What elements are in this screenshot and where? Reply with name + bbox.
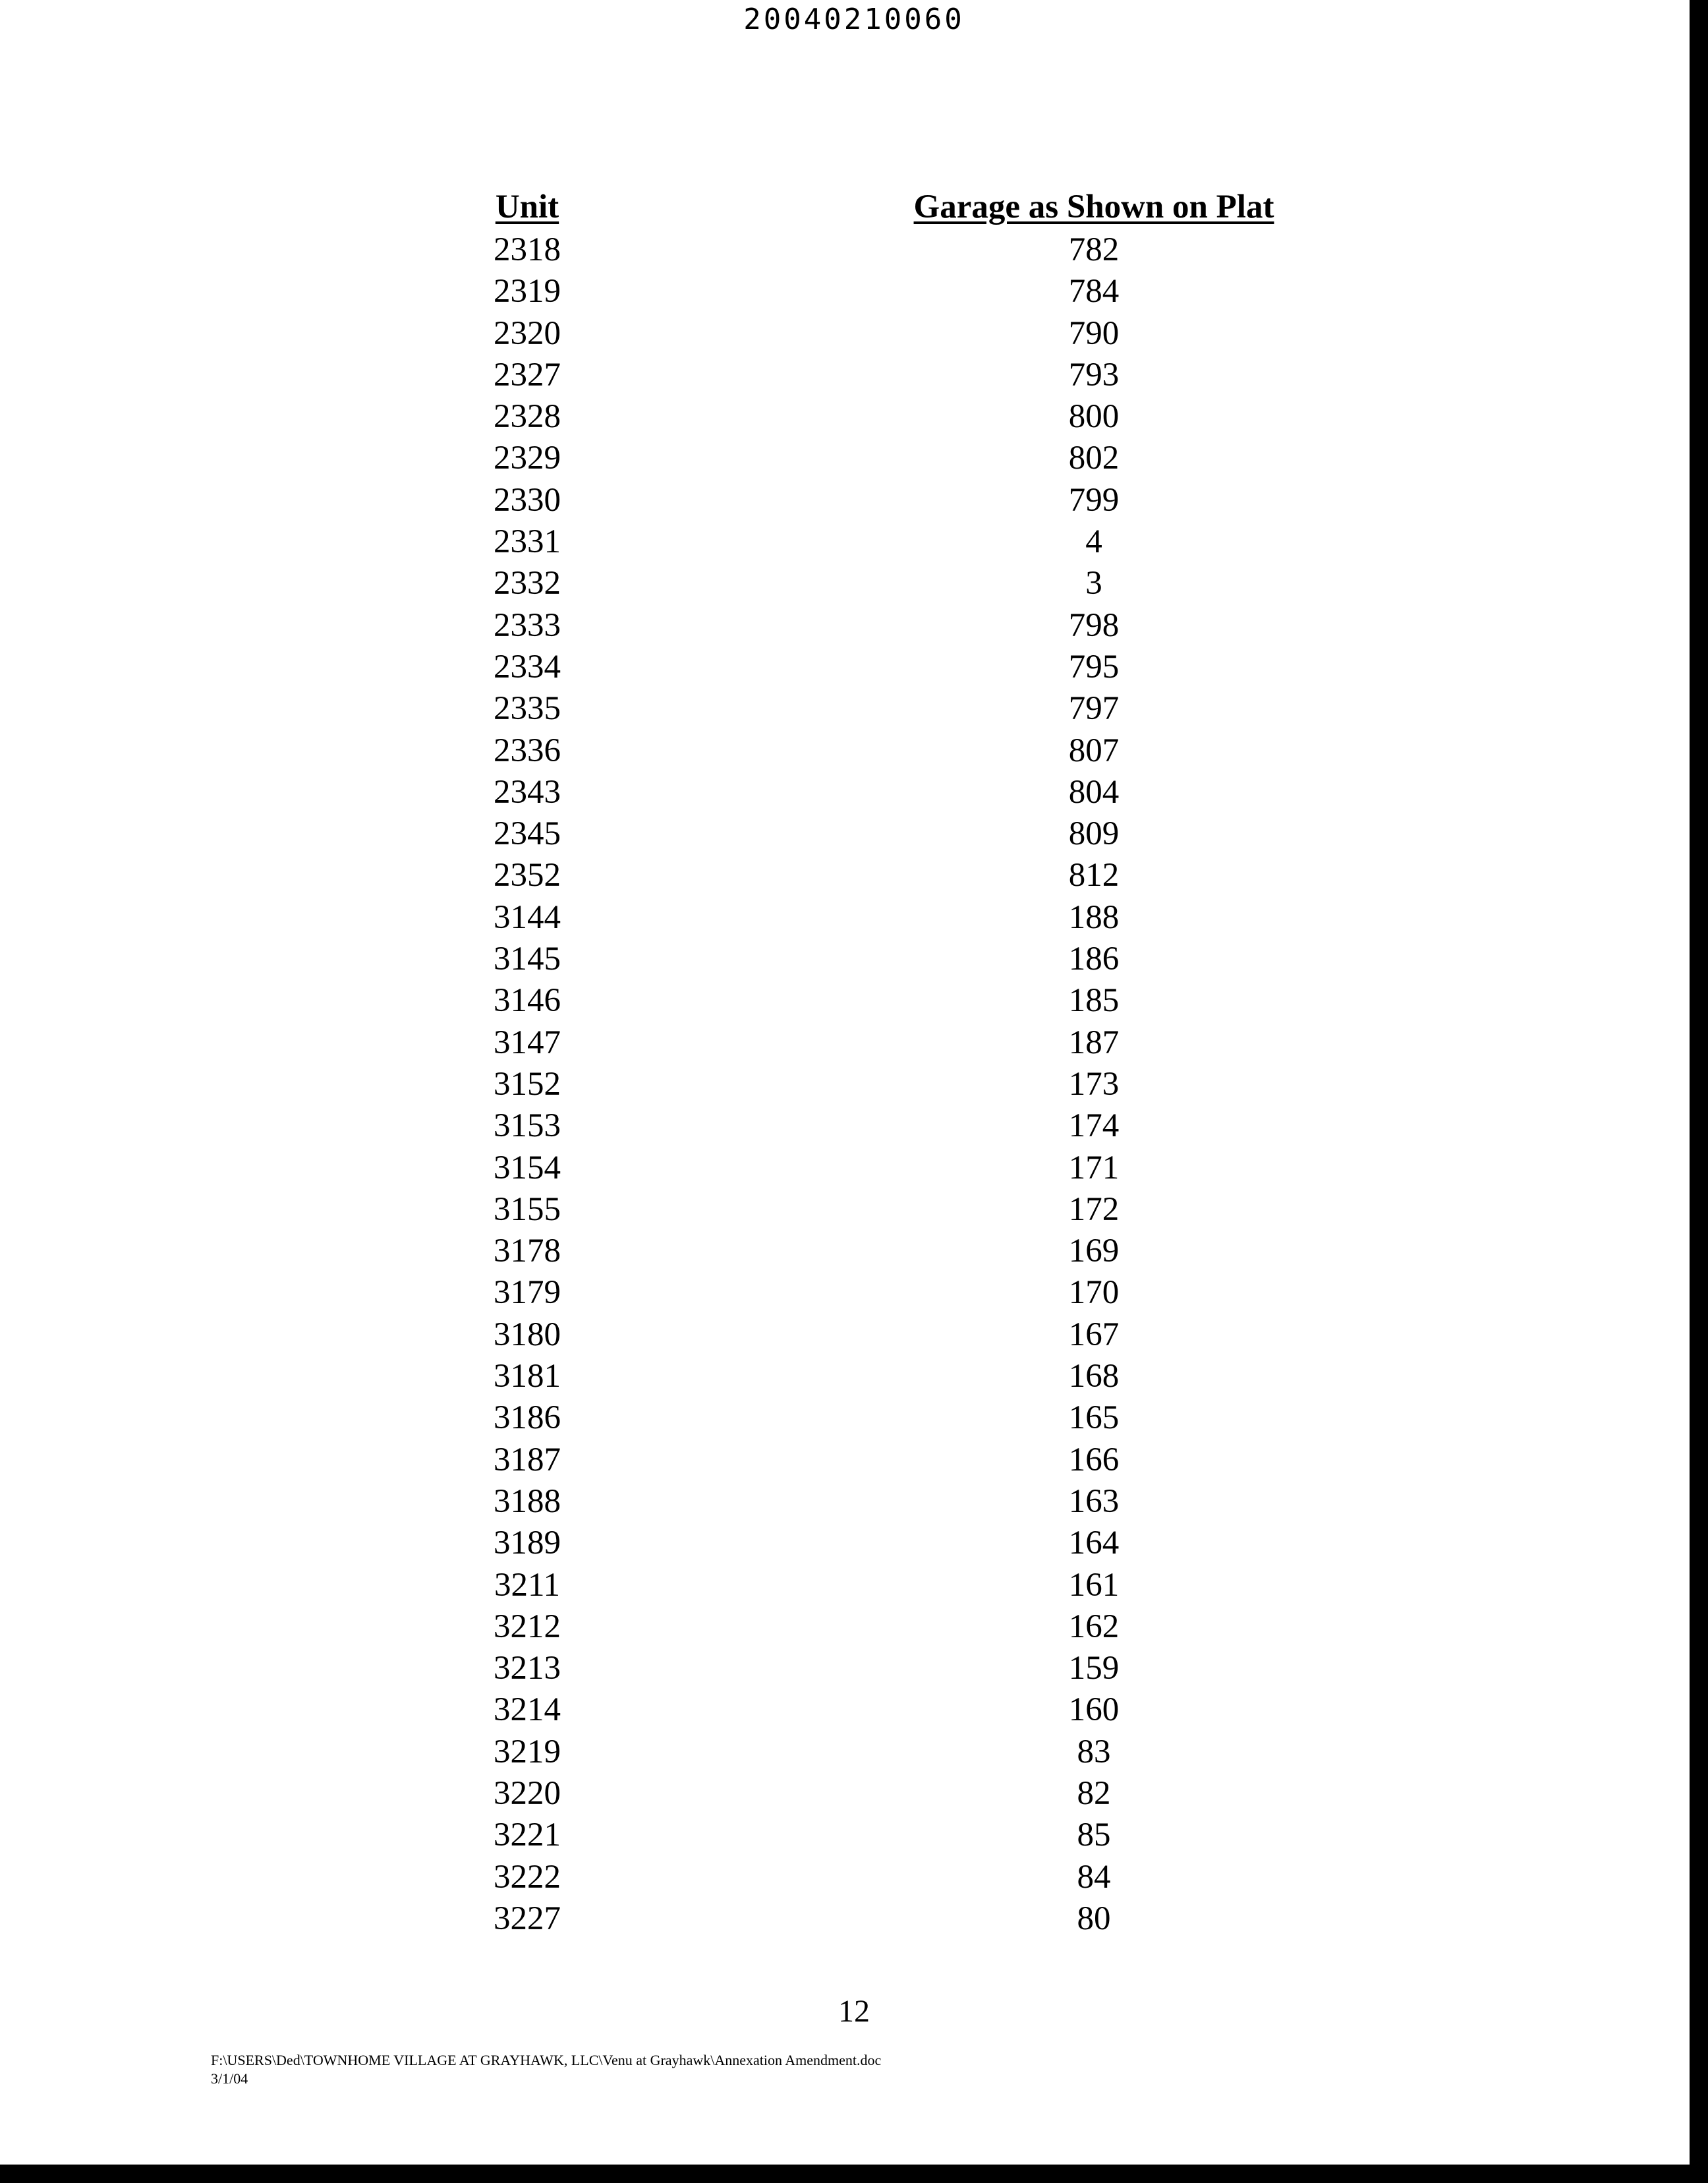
table-row: [461, 1022, 1318, 1064]
table-row: [461, 1732, 1318, 1773]
table-row: [461, 1648, 1318, 1689]
unit-cell: 3146: [494, 982, 561, 1020]
table-row: [461, 1064, 1318, 1105]
table-row: [461, 939, 1318, 980]
garage-cell: 795: [1068, 648, 1120, 685]
garage-cell: 784: [1068, 273, 1120, 310]
table-row: [461, 1314, 1318, 1356]
table-row: [461, 1773, 1318, 1815]
garage-cell: 802: [1068, 440, 1120, 477]
garage-cell: 804: [1068, 773, 1120, 811]
table-row: [461, 313, 1318, 355]
garage-cell: 82: [1077, 1774, 1111, 1812]
garage-cell: 4: [1085, 523, 1102, 561]
unit-cell: 2335: [494, 690, 561, 728]
garage-cell: 80: [1077, 1900, 1111, 1937]
table-row: [461, 1815, 1318, 1856]
garage-cell: 782: [1068, 231, 1120, 268]
unit-cell: 2318: [494, 231, 561, 268]
garage-cell: 171: [1068, 1149, 1120, 1186]
table-row: [461, 521, 1318, 563]
table-row: [461, 1898, 1318, 1940]
unit-cell: 3211: [494, 1566, 561, 1604]
garage-cell: 83: [1077, 1733, 1111, 1770]
unit-cell: 3212: [494, 1608, 561, 1645]
garage-cell: 165: [1068, 1399, 1120, 1437]
table-row: [461, 1606, 1318, 1648]
footer-file-path: F:\USERS\Ded\TOWNHOME VILLAGE AT GRAYHAWK, LLC\Venu at Grayhawk\Annexation Amendment.doc: [211, 2052, 882, 2068]
unit-cell: 3181: [494, 1358, 561, 1395]
table-row: [461, 855, 1318, 896]
table-row: [461, 1857, 1318, 1898]
garage-cell: 85: [1077, 1817, 1111, 1854]
garage-cell: 790: [1068, 314, 1120, 352]
table-row: [461, 772, 1318, 813]
garage-cell: 166: [1068, 1441, 1120, 1478]
footer-date: 3/1/04: [211, 2070, 248, 2087]
unit-column-header: Unit: [495, 189, 559, 225]
unit-cell: 3187: [494, 1441, 561, 1478]
unit-cell: 3178: [494, 1233, 561, 1270]
unit-cell: 3222: [494, 1858, 561, 1896]
unit-cell: 3153: [494, 1107, 561, 1145]
unit-cell: 3147: [494, 1024, 561, 1061]
garage-cell: 163: [1068, 1482, 1120, 1520]
table-row: [461, 438, 1318, 479]
unit-cell: 2331: [494, 523, 561, 561]
scan-border-right: [1690, 0, 1708, 2183]
document-recording-number: 20040210060: [743, 3, 965, 36]
unit-cell: 3179: [494, 1274, 561, 1312]
unit-cell: 3213: [494, 1650, 561, 1687]
unit-cell: 3145: [494, 941, 561, 978]
table-row: [461, 480, 1318, 521]
unit-cell: 3152: [494, 1065, 561, 1103]
garage-cell: 812: [1068, 857, 1120, 894]
table-row: [461, 1231, 1318, 1272]
table-row: [461, 1397, 1318, 1439]
garage-cell: 169: [1068, 1233, 1120, 1270]
page-number: 12: [838, 1994, 870, 2029]
unit-cell: 3180: [494, 1316, 561, 1353]
scan-border-bottom: [0, 2165, 1708, 2183]
unit-cell: 3144: [494, 898, 561, 936]
table-row: [461, 355, 1318, 396]
table-row: [461, 271, 1318, 312]
unit-cell: 3221: [494, 1817, 561, 1854]
garage-cell: 3: [1085, 565, 1102, 602]
garage-cell: 164: [1068, 1525, 1120, 1562]
table-row: [461, 647, 1318, 688]
garage-cell: 186: [1068, 941, 1120, 978]
unit-cell: 2329: [494, 440, 561, 477]
table-row: [461, 1689, 1318, 1731]
table-row: [461, 605, 1318, 647]
unit-cell: 3155: [494, 1190, 561, 1228]
table-row: [461, 1440, 1318, 1481]
garage-cell: 160: [1068, 1691, 1120, 1729]
table-row: [461, 1148, 1318, 1189]
table-header-row: [461, 183, 1318, 229]
garage-cell: 807: [1068, 732, 1120, 769]
file-path-footer: [211, 2051, 881, 2088]
garage-cell: 809: [1068, 815, 1120, 853]
garage-cell: 172: [1068, 1190, 1120, 1228]
unit-cell: 3219: [494, 1733, 561, 1770]
unit-cell: 2328: [494, 398, 561, 436]
unit-cell: 2332: [494, 565, 561, 602]
garage-cell: 161: [1068, 1566, 1120, 1604]
table-row: [461, 1189, 1318, 1231]
garage-cell: 188: [1068, 898, 1120, 936]
table-row: [461, 1105, 1318, 1147]
garage-cell: 797: [1068, 690, 1120, 728]
table-row: [461, 396, 1318, 438]
table-body: [461, 229, 1318, 1940]
unit-cell: 2320: [494, 314, 561, 352]
table-row: [461, 980, 1318, 1022]
table-row: [461, 897, 1318, 939]
unit-cell: 3220: [494, 1774, 561, 1812]
table-row: [461, 1523, 1318, 1564]
garage-cell: 170: [1068, 1274, 1120, 1312]
table-row: [461, 1272, 1318, 1314]
unit-cell: 2333: [494, 606, 561, 644]
unit-cell: 2327: [494, 356, 561, 393]
table-row: [461, 563, 1318, 604]
unit-cell: 2330: [494, 481, 561, 519]
table-row: [461, 229, 1318, 271]
garage-cell: 793: [1068, 356, 1120, 393]
garage-cell: 159: [1068, 1650, 1120, 1687]
unit-cell: 3188: [494, 1482, 561, 1520]
garage-cell: 185: [1068, 982, 1120, 1020]
unit-cell: 2352: [494, 857, 561, 894]
garage-cell: 174: [1068, 1107, 1120, 1145]
unit-garage-table: [461, 183, 1318, 1940]
table-row: [461, 813, 1318, 855]
unit-cell: 2343: [494, 773, 561, 811]
garage-cell: 799: [1068, 481, 1120, 519]
unit-cell: 3214: [494, 1691, 561, 1729]
table-row: [461, 730, 1318, 772]
garage-cell: 187: [1068, 1024, 1120, 1061]
garage-cell: 800: [1068, 398, 1120, 436]
unit-cell: 2336: [494, 732, 561, 769]
unit-cell: 3189: [494, 1525, 561, 1562]
garage-cell: 798: [1068, 606, 1120, 644]
garage-column-header: Garage as Shown on Plat: [913, 189, 1274, 225]
unit-cell: 2345: [494, 815, 561, 853]
unit-cell: 3154: [494, 1149, 561, 1186]
unit-cell: 2334: [494, 648, 561, 685]
unit-cell: 3186: [494, 1399, 561, 1437]
garage-cell: 168: [1068, 1358, 1120, 1395]
table-row: [461, 1481, 1318, 1523]
garage-cell: 173: [1068, 1065, 1120, 1103]
table-row: [461, 1356, 1318, 1397]
table-row: [461, 1565, 1318, 1606]
unit-cell: 3227: [494, 1900, 561, 1937]
table-row: [461, 688, 1318, 730]
garage-cell: 162: [1068, 1608, 1120, 1645]
unit-cell: 2319: [494, 273, 561, 310]
garage-cell: 84: [1077, 1858, 1111, 1896]
garage-cell: 167: [1068, 1316, 1120, 1353]
